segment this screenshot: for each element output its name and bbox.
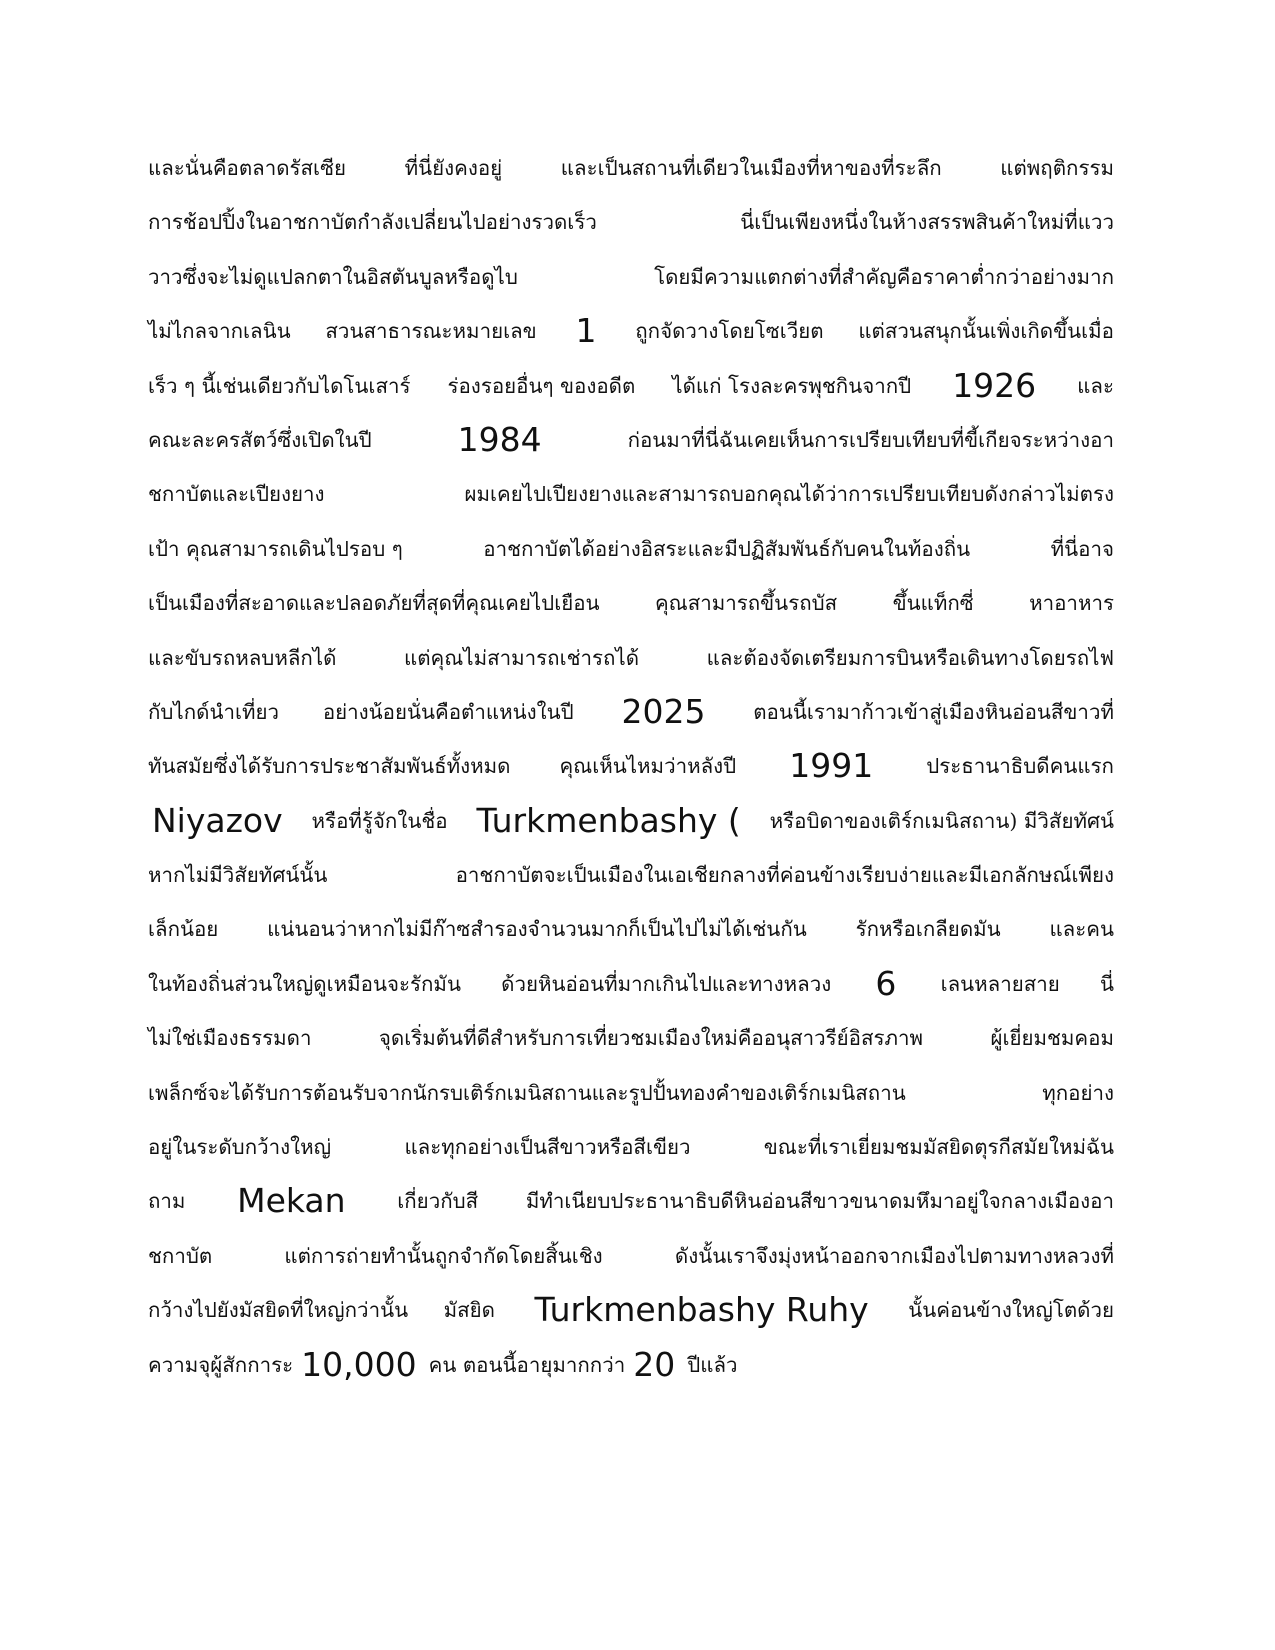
text-segment: หาอาหาร [1029, 591, 1114, 616]
text-segment: ประธานาธิบดีคนแรก [926, 754, 1114, 779]
text-segment: ด้วยหินอ่อนที่มากเกินไปและทางหลวง [501, 971, 832, 996]
text-line [148, 205, 1114, 259]
text-segment: อยู่ในระดับกว้างใหญ่ [148, 1135, 332, 1160]
text-segment: ดังนั้นเราจึงมุ่งหน้าออกจากเมืองไปตามทางหลวงที่ [674, 1243, 1114, 1268]
text-segment: ถูกจัดวางโดยโซเวียต [635, 319, 824, 344]
text-segment: ที่นี่ยังคงอยู่ [404, 156, 503, 180]
text-segment: และคน [1049, 917, 1114, 942]
text-segment: ในท้องถิ่นส่วนใหญ่ดูเหมือนจะรักมัน [148, 971, 461, 996]
text-line [148, 912, 1114, 966]
text-segment: เกี่ยวกับสี [397, 1189, 479, 1214]
text-segment: ไม่ใช่เมืองธรรมดา [148, 1026, 312, 1051]
text-segment: คุณสามารถขึ้นรถบัส [654, 591, 838, 616]
text-segment: สวนสาธารณะหมายเลข [325, 319, 537, 344]
text-segment: ได้แก่ โรงละครพุชกินจากปี [672, 373, 912, 398]
text-segment: และทุกอย่างเป็นสีขาวหรือสีเขียว [404, 1135, 691, 1160]
text-segment: นั้นค่อนข้างใหญ่โตด้วย [908, 1298, 1114, 1323]
text-segment: และเป็นสถานที่เดียวในเมืองที่หาของที่ระลึก [560, 156, 942, 180]
text-segment: ผู้เยี่ยมชมคอม [990, 1026, 1114, 1051]
text-segment: และต้องจัดเตรียมการบินหรือเดินทางโดยรถไฟ [706, 645, 1114, 670]
text-segment: และ [1077, 373, 1114, 398]
text-line [148, 858, 1114, 912]
text-line [148, 532, 1114, 586]
text-segment: ขึ้นแท็กซี่ [892, 591, 974, 616]
text-segment: แต่การถ่ายทำนั้นถูกจำกัดโดยสิ้นเชิง [284, 1243, 603, 1268]
text-segment: ทุกอย่าง [1042, 1080, 1114, 1105]
latin-text-segment: 20 [633, 1344, 676, 1384]
text-segment: อาชกาบัตได้อย่างอิสระและมีปฏิสัมพันธ์กับคนในท้องถิ่น [483, 536, 971, 561]
text-segment: แต่คุณไม่สามารถเช่ารถได้ [404, 645, 640, 670]
text-segment: แต่พฤติกรรม [1000, 156, 1114, 180]
latin-text-segment: 1984 [457, 419, 542, 459]
latin-text-segment: 10,000 [301, 1344, 417, 1384]
text-line [148, 1021, 1114, 1075]
text-line [148, 963, 1114, 1021]
text-line [148, 151, 1114, 205]
latin-text-segment: 1926 [952, 365, 1037, 405]
text-line [148, 800, 1114, 858]
text-segment: รักหรือเกลียดมัน [855, 917, 1001, 942]
text-segment: เร็ว ๆ นี้เช่นเดียวกับไดโนเสาร์ [148, 373, 411, 398]
latin-text-segment: Niyazov [152, 800, 283, 840]
text-line [148, 1290, 1114, 1347]
text-segment: ความจุผู้สักการะ [148, 1352, 294, 1377]
text-segment: จุดเริ่มต้นที่ดีสำหรับการเที่ยวชมเมืองใหม่คืออนุสาวรีย์อิสรภาพ [378, 1026, 924, 1051]
text-segment: ถาม [148, 1189, 186, 1214]
text-line [148, 691, 1114, 749]
text-segment: มัสยิด [443, 1298, 495, 1323]
text-line [148, 365, 1114, 423]
text-segment: แน่นอนว่าหากไม่มีก๊าซสำรองจำนวนมากก็เป็นไปไม่ได้เช่นกัน [267, 917, 807, 942]
text-line [148, 1181, 1114, 1238]
latin-text-segment: 6 [875, 963, 897, 1003]
text-line [148, 641, 1114, 695]
body-text [148, 151, 1114, 1402]
text-segment: นี่ [1099, 971, 1114, 996]
text-segment: ก่อนมาที่นี่ฉันเคยเห็นการเปรียบเทียบที่ขี้เกียจระหว่างอา [627, 427, 1114, 452]
text-line [148, 1344, 1114, 1402]
text-segment: ทันสมัยซึ่งได้รับการประชาสัมพันธ์ทั้งหมด [148, 754, 511, 779]
latin-text-segment: 1 [575, 311, 597, 351]
text-segment: กว้างไปยังมัสยิดที่ใหญ่กว่านั้น [148, 1298, 409, 1323]
text-line [148, 1076, 1114, 1130]
text-line [148, 586, 1114, 640]
text-segment: วาวซึ่งจะไม่ดูแปลกตาในอิสตันบูลหรือดูไบ [148, 264, 518, 289]
text-segment: หากไม่มีวิสัยทัศน์นั้น [148, 863, 328, 888]
text-segment: แต่สวนสนุกนั้นเพิ่งเกิดขึ้นเมื่อ [858, 319, 1114, 344]
text-segment: เป็นเมืองที่สะอาดและปลอดภัยที่สุดที่คุณเคยไปเยือน [148, 591, 600, 616]
text-segment: คุณเห็นไหมว่าหลังปี [559, 754, 737, 779]
text-segment: การช้อปปิ้งในอาชกาบัตกำลังเปลี่ยนไปอย่างรวดเร็ว [148, 210, 597, 235]
latin-text-segment: Mekan [237, 1181, 346, 1221]
text-segment: ชกาบัต [148, 1243, 213, 1268]
text-line [148, 260, 1114, 314]
text-segment: ชกาบัตและเปียงยาง [148, 482, 325, 507]
text-line [148, 311, 1114, 368]
text-segment: โดยมีความแตกต่างที่สำคัญคือราคาต่ำกว่าอย่างมาก [654, 264, 1114, 289]
text-segment: ที่นี่อาจ [1050, 536, 1114, 561]
text-segment: ตอนนี้เรามาก้าวเข้าสู่เมืองหินอ่อนสีขาวที่ [753, 699, 1114, 724]
latin-text-segment: 1991 [789, 746, 874, 786]
text-segment: เล็กน้อย [148, 917, 219, 942]
text-line [148, 477, 1114, 531]
text-segment: คณะละครสัตว์ซึ่งเปิดในปี [148, 427, 372, 452]
text-segment: หรือบิดาของเติร์กเมนิสถาน) มีวิสัยทัศน์ [769, 808, 1114, 833]
text-segment: เพล็กซ์จะได้รับการต้อนรับจากนักรบเติร์กเมนิสถานและรูปปั้นทองคำของเติร์กเมนิสถาน [148, 1080, 906, 1105]
text-segment: อาชกาบัตจะเป็นเมืองในเอเชียกลางที่ค่อนข้างเรียบง่ายและมีเอกลักษณ์เพียง [455, 863, 1114, 888]
text-segment: และขับรถหลบหลีกได้ [148, 645, 337, 670]
latin-text-segment: Turkmenbashy Ruhy [534, 1290, 869, 1330]
text-segment: คน ตอนนี้อายุมากกว่า [428, 1352, 626, 1377]
text-segment: ร่องรอยอื่นๆ ของอดีต [447, 373, 636, 398]
text-segment: และนั่นคือตลาดรัสเซีย [148, 156, 346, 180]
text-segment: หรือที่รู้จักในชื่อ [311, 808, 448, 833]
latin-text-segment: Turkmenbashy ( [476, 800, 741, 840]
text-segment: ปีแล้ว [687, 1352, 738, 1377]
text-segment: ไม่ไกลจากเลนิน [148, 319, 291, 344]
text-segment: อย่างน้อยนั่นคือตำแหน่งในปี [322, 699, 574, 724]
text-segment: ผมเคยไปเปียงยางและสามารถบอกคุณได้ว่าการเปรียบเทียบดังกล่าวไม่ตรง [464, 482, 1114, 507]
text-segment: เป้า คุณสามารถเดินไปรอบ ๆ [148, 536, 403, 561]
text-segment: นี่เป็นเพียงหนึ่งในห้างสรรพสินค้าใหม่ที่แวว [740, 210, 1114, 235]
text-segment: กับไกด์นำเที่ยว [148, 699, 280, 724]
text-segment: ขณะที่เราเยี่ยมชมมัสยิดตุรกีสมัยใหม่ฉัน [763, 1135, 1114, 1160]
text-line [148, 419, 1114, 477]
text-line [148, 1239, 1114, 1293]
latin-text-segment: 2025 [621, 691, 706, 731]
text-line [148, 1130, 1114, 1184]
text-segment: เลนหลายสาย [940, 971, 1060, 996]
text-line [148, 746, 1114, 803]
text-segment: มีทำเนียบประธานาธิบดีหินอ่อนสีขาวขนาดมหึมาอยู่ใจกลางเมืองอา [525, 1189, 1114, 1214]
